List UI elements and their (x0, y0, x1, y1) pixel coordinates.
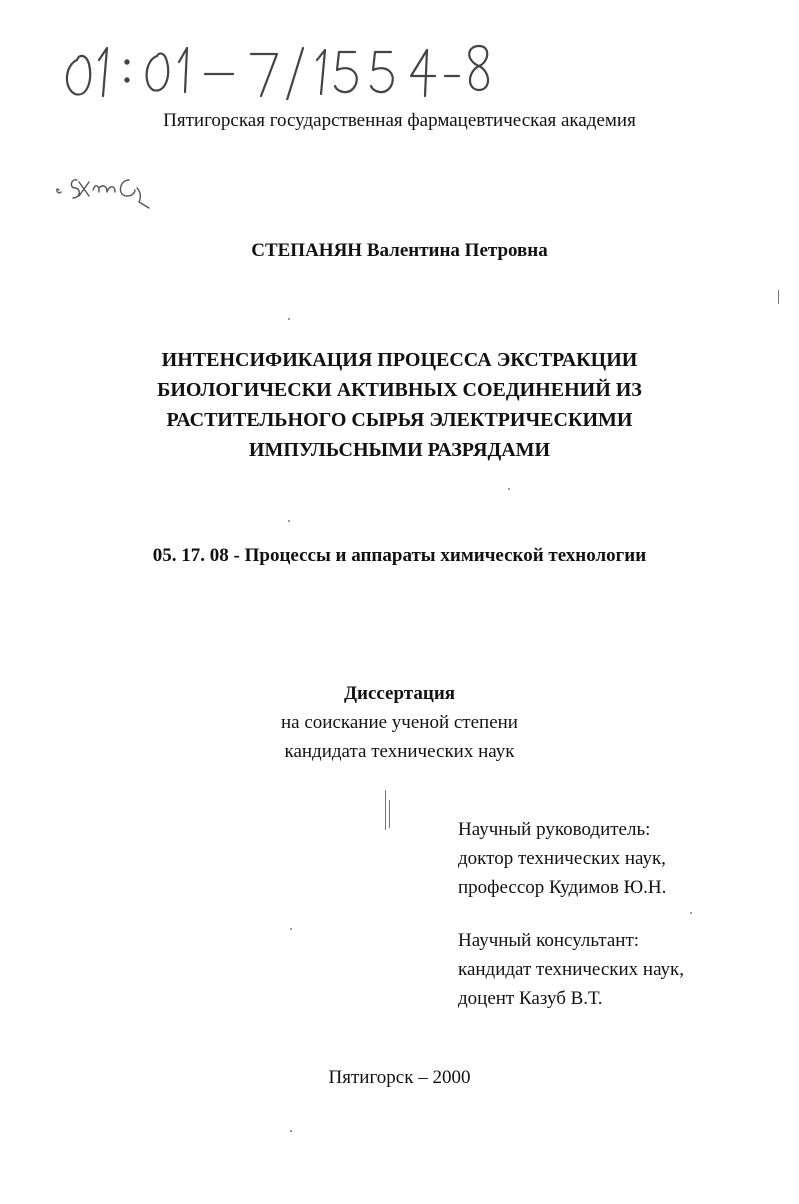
title-line: ИМПУЛЬСНЫМИ РАЗРЯДАМИ (248, 439, 551, 461)
specialty-code: 05. 17. 08 - Процессы и аппараты химической технологии (152, 545, 647, 566)
title-line: ИНТЕНСИФИКАЦИЯ ПРОЦЕССА ЭКСТРАКЦИИ (161, 349, 638, 371)
scan-artifact (288, 520, 290, 522)
scan-artifact (508, 488, 510, 490)
supervisor-block (458, 815, 666, 902)
handwritten-note (55, 168, 165, 216)
consultant-degree: кандидат технических наук, (458, 959, 685, 980)
scan-artifact (290, 928, 292, 930)
scan-artifact (288, 318, 290, 320)
supervisor-name: профессор Кудимов Ю.Н. (458, 877, 667, 898)
handwritten-catalog-number (55, 20, 495, 100)
supervisor-degree: доктор технических наук, (458, 848, 666, 869)
scan-artifact (690, 912, 692, 914)
degree-statement (0, 679, 799, 766)
scan-artifact (389, 800, 390, 828)
document-type: Диссертация (343, 683, 456, 704)
consultant-name: доцент Казуб В.Т. (458, 988, 603, 1009)
degree-line: на соискание ученой степени (281, 712, 518, 733)
consultant-role: Научный консультант: (458, 930, 640, 951)
supervisor-role: Научный руководитель: (458, 819, 651, 840)
title-line: БИОЛОГИЧЕСКИ АКТИВНЫХ СОЕДИНЕНИЙ ИЗ (157, 379, 642, 401)
degree-line: кандидата технических наук (284, 741, 515, 762)
dissertation-title (0, 345, 799, 465)
consultant-block (458, 926, 684, 1013)
scan-artifact (290, 1130, 292, 1132)
institution-name: Пятигорская государственная фармацевтическая академия (163, 110, 636, 131)
city-year: Пятигорск – 2000 (328, 1067, 471, 1088)
author-name: СТЕПАНЯН Валентина Петровна (251, 240, 548, 261)
title-line: РАСТИТЕЛЬНОГО СЫРЬЯ ЭЛЕКТРИЧЕСКИМИ (166, 409, 633, 431)
scan-artifact (778, 290, 779, 304)
scan-artifact (385, 790, 386, 830)
